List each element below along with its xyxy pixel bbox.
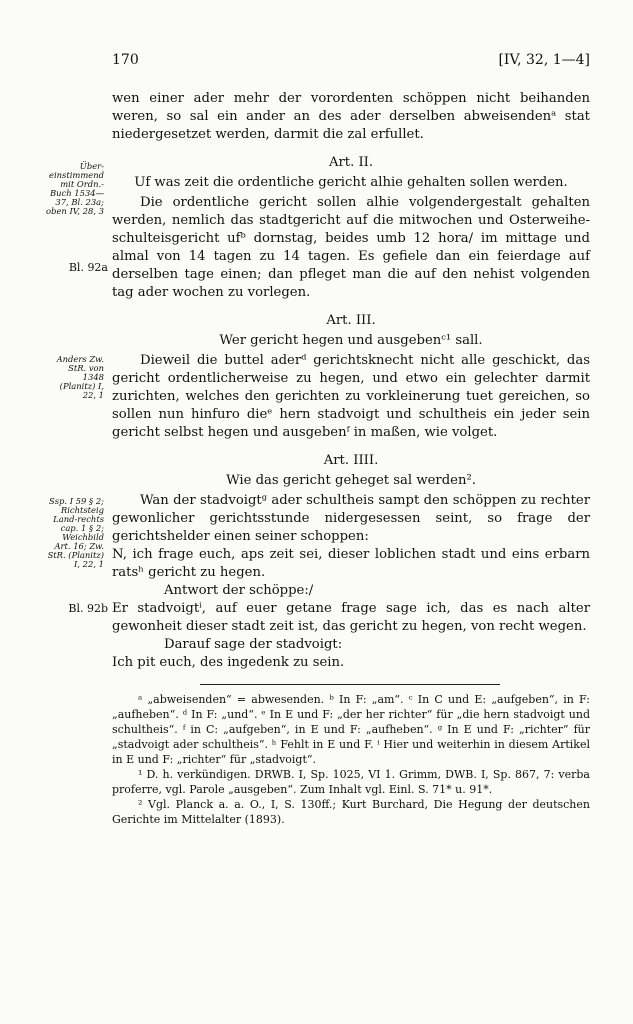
article-4-heading: Wie das gericht geheget sal werden². (226, 473, 476, 488)
margin-folio-92a: Bl. 92a (68, 261, 108, 274)
article-4-title: Art. IIII. (323, 453, 379, 468)
section-reference: [IV, 32, 1—4] (498, 52, 590, 68)
page-number: 170 (112, 52, 139, 68)
margin-note-concordance: Über-einstimmend mit Ordn.-Buch 1534—37, Bl. 23a; oben IV, 28, 3 (46, 161, 104, 216)
article-2-heading: Uf was zeit die ordentliche gericht alhie gehalten sollen werden. (134, 175, 568, 190)
intro-paragraph: wen einer ader mehr der vorordenten schöppen nicht beihanden weren, so sal ein ander an des ader derselben abweisendenᵃ stat niedergesetzet werden, darmit die zal erfullet. (112, 91, 590, 142)
page-header (112, 52, 590, 72)
article-4-answer-label: Antwort der schöppe:/ (164, 583, 314, 598)
footnote-variants: ᵃ „abweisenden“ = abwesenden. ᵇ In F: „am“. ᶜ In C und E: „aufgeben“, in F: „aufheben“. ᵈ In F: „und“. ᵉ In E und F: „der her richter“ für „die hern stadvoigt und schultheis“. ᶠ in C: „aufgeben“, in E und F: „aufheben“. ᵍ In E und F: „richter“ für „stadvoigt ader schultheis“. ʰ Fehlt in E und F. ⁱ Hier und weiterhin in diesem Artikel in E und F: „richter“ für „stadvoigt“. (112, 693, 590, 766)
footnote-divider (200, 684, 500, 685)
margin-folio-92b: Bl. 92b (68, 602, 108, 615)
article-3-heading: Wer gericht hegen und ausgebenᶜ¹ sall. (219, 333, 483, 348)
main-text (112, 90, 590, 672)
article-4-question: N, ich frage euch, aps zeit sei, dieser loblichen stadt und eins erbarn ratsʰ gericht zu hegen. (112, 547, 590, 580)
article-4-answer: Er stadvoigtⁱ, auf euer getane frage sage ich, das es nach alter gewonheit dieser stadt zeit ist, das gericht zu hegen, von recht wegen. (112, 601, 590, 634)
article-4-reply: Ich pit euch, des ingedenk zu sein. (112, 655, 345, 670)
margin-note-sachsenspiegel: Ssp. I 59 § 2; Richtsteig Land-rechts cap. 1 § 2; Weichbild Art. 16; Zw. StR. (Planitz) I, 22, 1 (47, 496, 104, 569)
footnotes (112, 692, 590, 827)
article-3-text: Dieweil die buttel aderᵈ gerichtsknecht nicht alle geschickt, das gericht ordentlicherweise zu hegen, und etwo ein gelechter darmit zurichten, welches den gerichten zu vorkleinerung tuet gereichen, so sollen nun hinfuro dieᵉ hern stadvoigt und schultheis ein jeder sein gericht selbst hegen und ausgebenᶠ in maßen, wie volget. (112, 353, 590, 440)
article-4-reply-label: Darauf sage der stadvoigt: (164, 637, 343, 652)
article-2-title: Art. II. (328, 155, 374, 170)
article-3-title: Art. III. (326, 313, 376, 328)
footnote-2: ² Vgl. Planck a. a. O., I, S. 130ff.; Kurt Burchard, Die Hegung der deutschen Gerichte im Mittelalter (1893). (112, 798, 590, 826)
article-4-text: Wan der stadvoigtᵍ ader schultheis sampt den schöppen zu rechter gewonlicher gerichtsstunde nidergesessen seint, so frage der gerichtshelder einen seiner schoppen: (112, 493, 590, 544)
footnote-1: ¹ D. h. verkündigen. DRWB. I, Sp. 1025, VI 1. Grimm, DWB. I, Sp. 867, 7: verba proferre, vgl. Parole „ausgeben“. Zum Inhalt vgl. Einl. S. 71* u. 91*. (112, 768, 590, 796)
margin-note-zwickau: Anders Zw. StR. von 1348 (Planitz) I, 22, 1 (56, 354, 104, 400)
article-2-text: Die ordentliche gericht sollen alhie volgendergestalt gehalten werden, nemlich das stadtgericht auf die mitwochen und Osterweihe-schulteisgericht ufᵇ dornstag, beides umb 12 hora/ im mittage und almal von 14 tagen zu 14 tagen. Es gefiele dan ein feierdage auf derselben tage einen; dan pfleget man die auf den nehist volgenden tag ader wochen zu vorlegen. (112, 195, 590, 300)
